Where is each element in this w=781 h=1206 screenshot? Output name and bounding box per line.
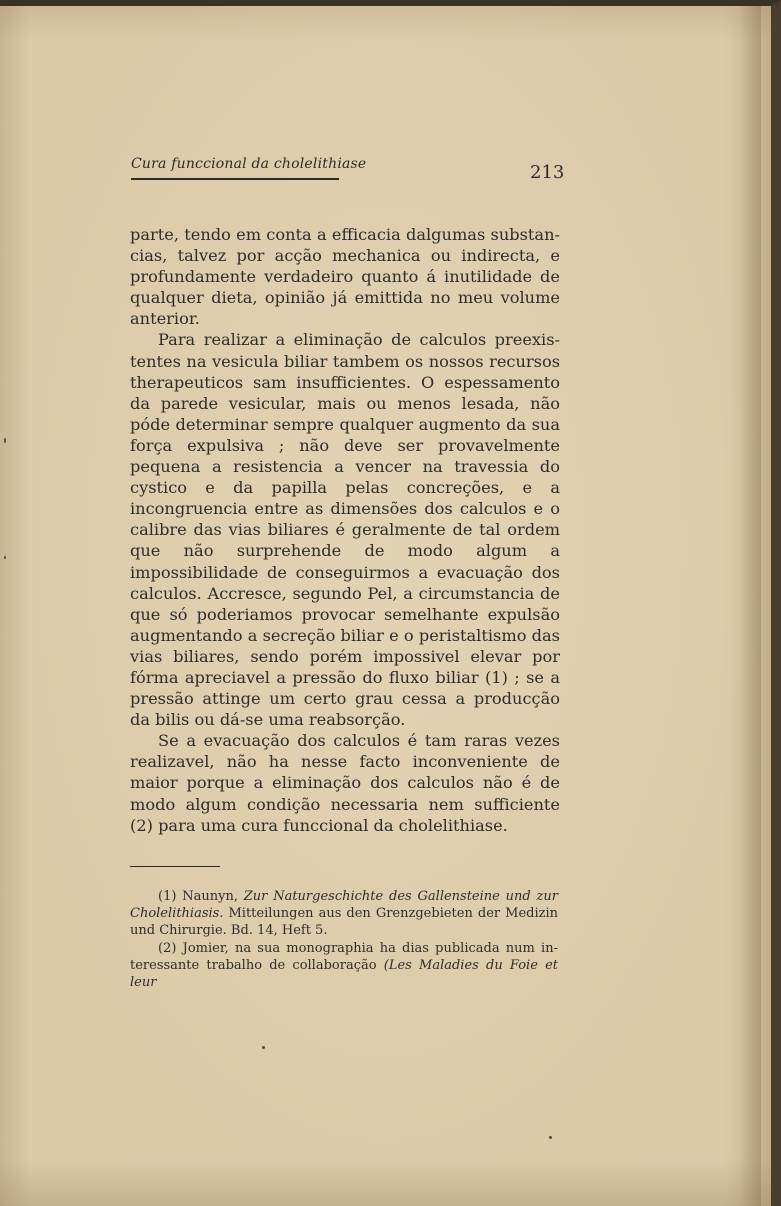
paper-spot xyxy=(262,1046,265,1049)
running-head xyxy=(131,156,565,186)
footnote-1-title: Zur Naturgeschichte des Gallensteine und zur Cholelithiasis. xyxy=(130,889,558,922)
footnote-1-rest: Mitteilungen aus den Grenzgebieten der Medizin und Chirurgie. Bd. 14, Heft 5. xyxy=(130,906,558,939)
paper-spot xyxy=(4,438,6,443)
footnote-2 xyxy=(130,940,558,992)
footnote-1 xyxy=(130,888,558,940)
footnote-2-title: (Les Maladies du Foie et leur xyxy=(130,957,558,991)
body-text xyxy=(130,224,560,836)
footnotes xyxy=(130,888,558,991)
page-number: 213 xyxy=(530,162,565,183)
footnote-2-prefix: (2) Jomier, na sua monographia ha dias publicada num interessante trabalho de collaboração xyxy=(130,940,558,973)
page-edge-shadow xyxy=(739,6,761,1206)
footnote-1-prefix: (1) Naunyn, xyxy=(158,889,244,904)
paragraph: Para realizar a eliminação de calculos preexistentes na vesicula biliar tambem os nossos recursos therapeuticos sam insufficientes. O espessamento da parede vesicular, mais ou menos lesada, não póde determinar sempre qualquer augmento da sua força expulsiva ; não deve ser provavelmente pequena a resistencia a vencer na travessia do cystico e da papilla pelas concreções, e a incongruencia entre as dimensões dos calculos e o calibre das vias biliares é geralmente de tal ordem que não surprehende de modo algum a impossibilidade de conseguirmos a evacuação dos calculos. Accresce, segundo Pel, a circumstancia de que só poderiamos provocar semelhante expulsão augmentando a secreção biliar e o peristaltismo das vias biliares, sendo porém impossivel elevar por fórma apreciavel a pressão do fluxo biliar (1) ; se a pressão attinge um certo grau cessa a producção da bilis ou dá-se uma reabsorção. xyxy=(130,330,560,730)
paper-spot xyxy=(549,1136,552,1139)
running-title: Cura funccional da cholelithiase xyxy=(131,156,367,172)
paragraph: parte, tendo em conta a efficacia dalgumas substancias, talvez por acção mechanica ou indirecta, e profundamente verdadeiro quanto á inutilidade de qualquer dieta, opinião já emittida no meu volume anterior. xyxy=(130,225,560,329)
running-head-rule xyxy=(131,178,339,180)
paragraph: Se a evacuação dos calculos é tam raras vezes realizavel, não ha nesse facto inconveniente de maior porque a eliminação dos calculos não é de modo algum condição necessaria nem sufficiente (2) para uma cura funccional da cholelithiase. xyxy=(130,731,560,835)
paper-spot xyxy=(4,556,6,559)
footnote-separator xyxy=(130,866,220,867)
